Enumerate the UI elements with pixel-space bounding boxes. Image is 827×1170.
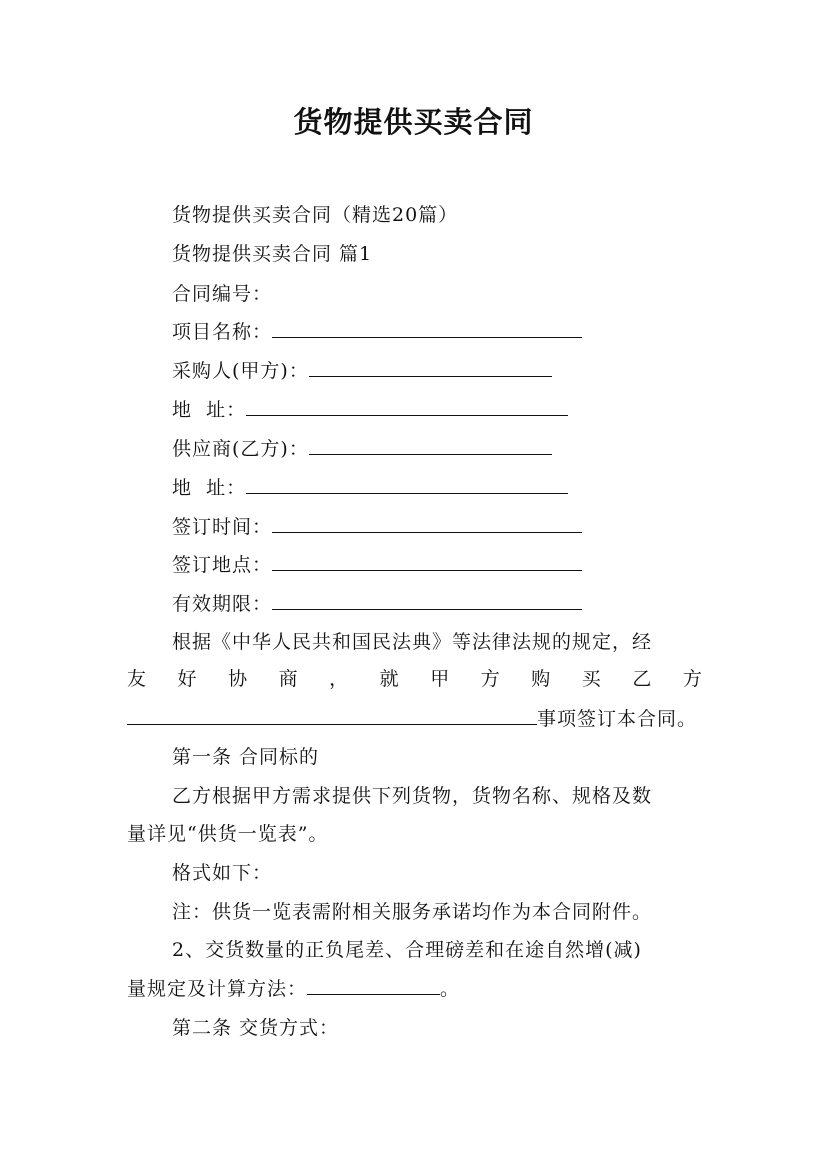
sign-time-label: 签订时间： (172, 516, 273, 538)
char: 买 (581, 668, 601, 690)
char: 友 (127, 668, 147, 690)
address-label: 地 址： (172, 399, 247, 421)
address-row-a (172, 395, 568, 422)
supplier-label: 供应商(乙方)： (172, 438, 309, 460)
char: 购 (531, 668, 551, 690)
fill-blank (272, 592, 582, 610)
paragraph-line: 量详见“供货一览表”。 (127, 823, 329, 845)
fill-blank (272, 553, 582, 571)
char: ， (329, 668, 349, 690)
fill-blank (246, 398, 568, 416)
section-heading: 第二条 交货方式： (172, 1017, 340, 1039)
fill-blank (309, 359, 552, 377)
contract-number-label: 合同编号： (172, 283, 273, 305)
purchaser-label: 采购人(甲方)： (172, 360, 309, 382)
fill-blank (272, 320, 582, 338)
paragraph-line: 注：供货一览表需附相关服务承诺均作为本合同附件。 (172, 901, 653, 923)
char: 方 (682, 668, 702, 690)
item-tail: 事项签订本合同。 (537, 708, 698, 730)
char: 协 (228, 668, 248, 690)
calc-method-label: 量规定及计算方法： (127, 978, 308, 1000)
address-row-b (172, 473, 568, 500)
calc-method-row (127, 974, 460, 1001)
char: 商 (278, 668, 298, 690)
purchaser-row (172, 356, 552, 383)
fill-blank (246, 476, 568, 494)
sign-place-row (172, 550, 582, 577)
sign-time-row (172, 512, 582, 539)
fill-blank (272, 515, 582, 533)
char: 就 (379, 668, 399, 690)
char: 甲 (430, 668, 450, 690)
validity-label: 有效期限： (172, 593, 273, 615)
document-title: 货物提供买卖合同 (293, 105, 534, 139)
char: 乙 (632, 668, 652, 690)
fill-blank (127, 707, 537, 725)
sign-place-label: 签订地点： (172, 554, 273, 576)
paragraph-line: 货物提供买卖合同（精选20篇） (172, 204, 459, 226)
paragraph-line: 根据《中华人民共和国民法典》等法律法规的规定，经 (172, 631, 653, 653)
paragraph-line: 货物提供买卖合同 篇1 (172, 243, 373, 265)
item-line (127, 704, 697, 731)
paragraph-line: 格式如下： (172, 862, 273, 884)
paragraph-line: 2、交货数量的正负尾差、合理磅差和在途自然增(减) (172, 939, 642, 961)
address-label: 地 址： (172, 477, 247, 499)
paragraph-line: 乙方根据甲方需求提供下列货物，货物名称、规格及数 (172, 785, 653, 807)
justified-line (127, 664, 702, 691)
validity-row (172, 589, 582, 616)
fill-blank (307, 977, 440, 995)
char: 好 (177, 668, 197, 690)
supplier-row (172, 434, 552, 461)
section-heading: 第一条 合同标的 (172, 746, 320, 768)
char: 方 (480, 668, 500, 690)
period: 。 (440, 978, 461, 1000)
project-name-row (172, 317, 582, 344)
project-name-label: 项目名称： (172, 321, 273, 343)
fill-blank (309, 437, 552, 455)
